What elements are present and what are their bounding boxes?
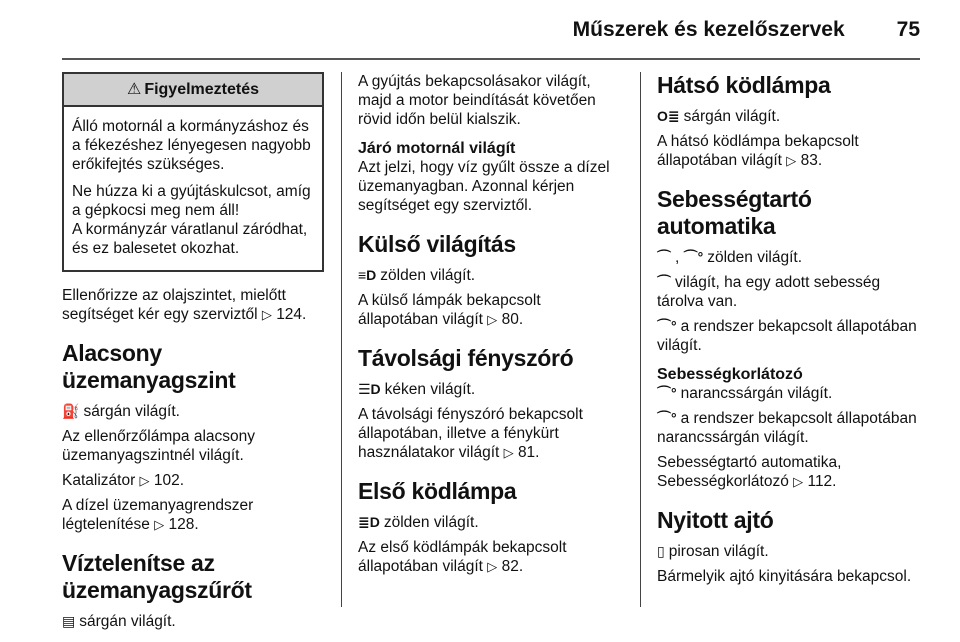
door-description: Bármelyik ajtó kinyitására bekapcsol.: [657, 568, 912, 585]
ref-arrow-icon: ▷: [154, 517, 165, 532]
door-heading: Nyitott ajtó: [657, 507, 774, 533]
running-heading: Járó motornál világít: [358, 140, 516, 157]
column-2: [358, 72, 623, 582]
ignition-paragraph: A gyújtás bekapcsolásakor világít, majd a motor beindítását követően rövid időn belül kialszik.: [358, 73, 596, 128]
column-divider: [640, 72, 641, 607]
warning-text-2: Ne húzza ki a gyújtáskulcsot, amíg a gépkocsi meg nem áll!: [72, 183, 311, 219]
water-filter-icon: ▤: [62, 613, 76, 629]
frontfog-light-line: ≣D zölden világít.: [358, 514, 479, 531]
door-open-icon: ▯: [657, 543, 665, 559]
fuel-description: Az ellenőrzőlámpa alacsony üzemanyagszintnél világít.: [62, 428, 255, 464]
page-number: 75: [896, 18, 920, 41]
column-divider: [341, 72, 342, 607]
bleed-ref: A dízel üzemanyagrendszer légtelenítése ▷ 128.: [62, 497, 254, 533]
limiter-light-line: ⌒° narancssárgán világít.: [657, 385, 833, 402]
ref-arrow-icon: ▷: [487, 312, 498, 327]
frontfog-heading: Első ködlámpa: [358, 478, 517, 504]
cruise-active-icon: ⌒°: [657, 318, 677, 334]
ref-arrow-icon: ▷: [786, 153, 797, 168]
warning-header: [64, 74, 322, 107]
column-3: [657, 72, 922, 592]
cruise-control-icon: ⌒: [657, 249, 671, 265]
fuel-pump-icon: ⛽: [62, 403, 80, 419]
rearfog-light-line: O≣ sárgán világít.: [657, 108, 781, 125]
header-rule: [62, 58, 920, 60]
exterior-light-icon: ≡D: [358, 267, 377, 283]
warning-text-3: A kormányzár váratlanul záródhat, és ez balesetet okozhat.: [72, 221, 308, 257]
cruise-heading: Sebességtartó automatika: [657, 186, 812, 239]
ref-arrow-icon: ▷: [793, 474, 804, 489]
door-light-line: ▯ pirosan világít.: [657, 543, 769, 560]
cruise-paragraph-2: ⌒° a rendszer bekapcsolt állapotában világít.: [657, 318, 917, 354]
exterior-description: A külső lámpák bekapcsolt állapotában világít ▷ 80.: [358, 292, 541, 328]
highbeam-heading: Távolsági fényszóró: [358, 345, 574, 371]
cruise-paragraph-1: ⌒ világít, ha egy adott sebesség tárolva van.: [657, 274, 881, 310]
cruise-control-icon: ⌒: [657, 274, 671, 290]
exterior-heading: Külső világítás: [358, 231, 516, 257]
ref-arrow-icon: ▷: [261, 307, 272, 322]
catalyst-ref: Katalizátor ▷ 102.: [62, 472, 185, 489]
oil-paragraph: Ellenőrizze az olajszintet, mielőtt segítséget kér egy szerviztől ▷ 124.: [62, 287, 307, 323]
highbeam-description: A távolsági fényszóró bekapcsolt állapotában, illetve a fénykürt használatakor világít ▷ 81.: [358, 406, 583, 461]
warning-text-1: Álló motornál a kormányzáshoz és a fékezéshez lényegesen nagyobb erőkifejtés szükséges.: [72, 118, 311, 173]
limiter-paragraph-1: ⌒° a rendszer bekapcsolt állapotában narancssárgán világít.: [657, 410, 917, 446]
highbeam-light-line: ☰D kéken világít.: [358, 381, 476, 398]
ref-arrow-icon: ▷: [503, 445, 514, 460]
exterior-light-line: ≡D zölden világít.: [358, 267, 476, 284]
ref-arrow-icon: ▷: [487, 559, 498, 574]
running-text: Azt jelzi, hogy víz gyűlt össze a dízel üzemanyagban. Azonnal kérjen segítséget egy szerviztől.: [358, 159, 610, 214]
warning-title: Figyelmeztetés: [144, 81, 260, 98]
warning-body: [64, 107, 322, 270]
rearfog-description: A hátsó ködlámpa bekapcsolt állapotában világít ▷ 83.: [657, 133, 859, 169]
header-title: Műszerek és kezelőszervek: [572, 18, 845, 41]
limiter-ref: Sebességtartó automatika, Sebességkorlátozó ▷ 112.: [657, 454, 842, 490]
high-beam-icon: ☰D: [358, 381, 381, 397]
warning-icon: ⚠: [126, 81, 142, 98]
front-fog-icon: ≣D: [358, 514, 380, 530]
rearfog-heading: Hátsó ködlámpa: [657, 72, 831, 98]
speed-limiter-icon: ⌒°: [657, 385, 677, 401]
cruise-active-icon: ⌒°: [683, 249, 704, 265]
page-header: [573, 18, 920, 42]
warning-box: [62, 72, 324, 272]
speed-limiter-icon: ⌒°: [657, 410, 677, 426]
limiter-heading: Sebességkorlátozó: [657, 366, 803, 383]
fuel-heading: Alacsony üzemanyagszint: [62, 340, 236, 393]
frontfog-description: Az első ködlámpák bekapcsolt állapotában világít ▷ 82.: [358, 539, 567, 575]
cruise-light-line: ⌒ , ⌒° zölden világít.: [657, 249, 803, 266]
water-heading: Víztelenítse az üzemanyagszűrőt: [62, 550, 252, 603]
rear-fog-icon: O≣: [657, 108, 680, 124]
column-1: [62, 72, 324, 637]
water-light-line: ▤ sárgán világít.: [62, 613, 176, 630]
fuel-light-line: ⛽ sárgán világít.: [62, 403, 180, 420]
ref-arrow-icon: ▷: [139, 473, 150, 488]
